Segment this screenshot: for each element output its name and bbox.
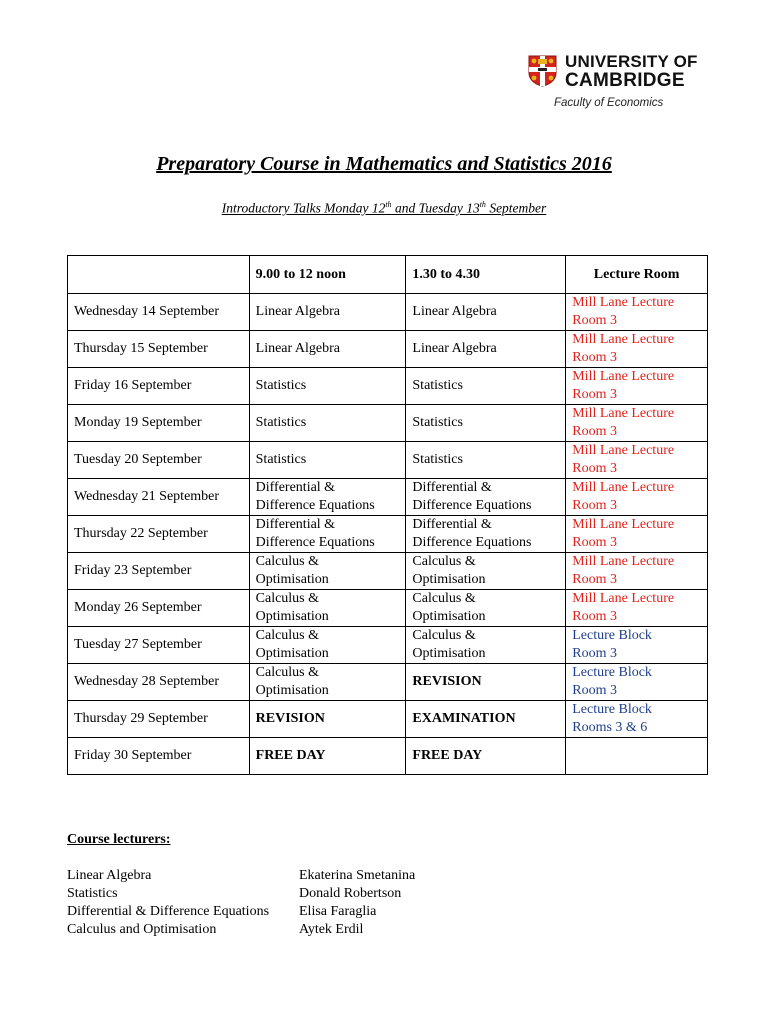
day-cell: Friday 23 September	[68, 553, 250, 590]
table-row	[68, 294, 708, 331]
morning-session-cell: Statistics	[249, 442, 406, 479]
room-line: Rooms 3 & 6	[572, 720, 648, 735]
morning-session-cell: Linear Algebra	[249, 331, 406, 368]
room-line: Lecture Block	[572, 628, 652, 643]
university-name-line2: CAMBRIDGE	[565, 70, 685, 91]
afternoon-session-cell: Statistics	[406, 405, 566, 442]
room-line: Lecture Block	[572, 665, 652, 680]
session-line: Optimisation	[412, 646, 486, 661]
table-row	[68, 701, 708, 738]
session-line: Calculus &	[412, 554, 476, 569]
lecturer-row	[67, 867, 415, 885]
morning-session-cell: Linear Algebra	[249, 294, 406, 331]
schedule-table	[67, 255, 708, 775]
session-line: Differential &	[412, 480, 492, 495]
day-cell: Monday 19 September	[68, 405, 250, 442]
page-subtitle	[0, 200, 768, 217]
subtitle-part2: and Tuesday 13	[391, 200, 480, 216]
lecturer-course: Calculus and Optimisation	[67, 922, 217, 937]
day-cell: Wednesday 21 September	[68, 479, 250, 516]
session-line: Difference Equations	[255, 535, 375, 550]
university-name-line1: UNIVERSITY OF	[565, 52, 698, 71]
session-line: Difference Equations	[412, 498, 532, 513]
table-header-row	[68, 256, 708, 294]
faculty-name: Faculty of Economics	[554, 97, 664, 109]
room-line: Room 3	[572, 461, 617, 476]
table-row	[68, 331, 708, 368]
morning-session-cell	[249, 516, 406, 553]
table-row	[68, 368, 708, 405]
lecture-room-cell	[566, 664, 708, 701]
subtitle-part3: September	[485, 200, 547, 216]
lecturer-name: Aytek Erdil	[299, 922, 364, 937]
room-line: Mill Lane Lecture	[572, 295, 675, 310]
session-line: Calculus &	[255, 591, 320, 606]
session-line: Calculus &	[255, 665, 320, 680]
room-line: Lecture Block	[572, 702, 652, 717]
university-crest-icon	[528, 55, 557, 87]
lecturers-heading: Course lecturers:	[67, 832, 171, 847]
room-line: Mill Lane Lecture	[572, 554, 675, 569]
room-line: Room 3	[572, 572, 617, 587]
lecturer-course: Linear Algebra	[67, 868, 152, 883]
room-line: Mill Lane Lecture	[572, 332, 675, 347]
lecturer-name: Ekaterina Smetanina	[299, 868, 416, 883]
afternoon-session-cell	[406, 479, 566, 516]
header-day	[68, 256, 250, 294]
table-row	[68, 553, 708, 590]
afternoon-session-cell	[406, 627, 566, 664]
table-row	[68, 664, 708, 701]
lecture-room-cell	[566, 442, 708, 479]
afternoon-session-cell: Linear Algebra	[406, 331, 566, 368]
subtitle-part1: Introductory Talks Monday 12	[221, 200, 386, 216]
day-cell: Wednesday 28 September	[68, 664, 250, 701]
table-row	[68, 590, 708, 627]
morning-session-cell: REVISION	[249, 701, 406, 738]
session-line: Optimisation	[255, 572, 329, 587]
lecturer-course: Statistics	[67, 886, 118, 901]
subtitle-sup1: th	[385, 200, 392, 209]
morning-session-cell: FREE DAY	[249, 738, 406, 775]
day-cell: Friday 16 September	[68, 368, 250, 405]
day-cell: Thursday 29 September	[68, 701, 250, 738]
day-cell: Thursday 15 September	[68, 331, 250, 368]
room-line: Mill Lane Lecture	[572, 406, 675, 421]
lecturer-name: Donald Robertson	[299, 886, 402, 901]
lecture-room-cell	[566, 701, 708, 738]
lecture-room-cell	[566, 627, 708, 664]
table-row	[68, 627, 708, 664]
room-line: Mill Lane Lecture	[572, 443, 675, 458]
afternoon-session-cell	[406, 516, 566, 553]
morning-session-cell	[249, 627, 406, 664]
session-line: Optimisation	[412, 572, 486, 587]
room-line: Room 3	[572, 313, 617, 328]
day-cell: Monday 26 September	[68, 590, 250, 627]
room-line: Room 3	[572, 498, 617, 513]
session-line: Calculus &	[412, 591, 476, 606]
room-line: Room 3	[572, 535, 617, 550]
day-cell: Thursday 22 September	[68, 516, 250, 553]
room-line: Mill Lane Lecture	[572, 480, 675, 495]
lecturer-row	[67, 903, 415, 921]
morning-session-cell	[249, 553, 406, 590]
table-row	[68, 479, 708, 516]
table-row	[68, 405, 708, 442]
lecture-room-cell	[566, 294, 708, 331]
page-title: Preparatory Course in Mathematics and Statistics 2016	[156, 153, 612, 175]
table-row	[68, 442, 708, 479]
university-header	[528, 52, 728, 112]
room-line: Mill Lane Lecture	[572, 369, 675, 384]
lecture-room-cell	[566, 479, 708, 516]
session-line: Calculus &	[255, 628, 320, 643]
session-line: Calculus &	[412, 628, 476, 643]
day-cell: Tuesday 20 September	[68, 442, 250, 479]
lecturer-row	[67, 921, 415, 939]
day-cell: Wednesday 14 September	[68, 294, 250, 331]
session-line: Optimisation	[255, 609, 329, 624]
session-line: Difference Equations	[412, 535, 532, 550]
lecturers-list	[67, 867, 415, 939]
lecture-room-cell	[566, 553, 708, 590]
afternoon-session-cell: Linear Algebra	[406, 294, 566, 331]
subtitle-sup2: th	[479, 200, 486, 209]
session-line: Difference Equations	[255, 498, 375, 513]
morning-session-cell	[249, 479, 406, 516]
session-line: Optimisation	[255, 646, 329, 661]
day-cell: Friday 30 September	[68, 738, 250, 775]
university-name	[565, 52, 698, 90]
header-morning: 9.00 to 12 noon	[249, 256, 406, 294]
afternoon-session-cell: Statistics	[406, 442, 566, 479]
lecture-room-cell	[566, 738, 708, 775]
afternoon-session-cell	[406, 590, 566, 627]
session-line: Optimisation	[255, 683, 329, 698]
room-line: Room 3	[572, 387, 617, 402]
lecturer-course: Differential & Difference Equations	[67, 904, 270, 919]
room-line: Mill Lane Lecture	[572, 517, 675, 532]
room-line: Room 3	[572, 683, 617, 698]
table-row	[68, 738, 708, 775]
day-cell: Tuesday 27 September	[68, 627, 250, 664]
header-lecture-room: Lecture Room	[566, 256, 708, 294]
afternoon-session-cell: Statistics	[406, 368, 566, 405]
session-line: Differential &	[412, 517, 492, 532]
session-line: Differential &	[255, 517, 336, 532]
lecture-room-cell	[566, 590, 708, 627]
lecturer-row	[67, 885, 415, 903]
lecturer-name: Elisa Faraglia	[299, 904, 377, 919]
room-line: Room 3	[572, 350, 617, 365]
afternoon-session-cell: EXAMINATION	[406, 701, 566, 738]
lecture-room-cell	[566, 368, 708, 405]
morning-session-cell: Statistics	[249, 368, 406, 405]
morning-session-cell	[249, 664, 406, 701]
lecture-room-cell	[566, 405, 708, 442]
session-line: Calculus &	[255, 554, 320, 569]
lecture-room-cell	[566, 516, 708, 553]
afternoon-session-cell: FREE DAY	[406, 738, 566, 775]
lecture-room-cell	[566, 331, 708, 368]
room-line: Room 3	[572, 646, 617, 661]
room-line: Room 3	[572, 609, 617, 624]
afternoon-session-cell: REVISION	[406, 664, 566, 701]
session-line: Optimisation	[412, 609, 486, 624]
room-line: Room 3	[572, 424, 617, 439]
morning-session-cell	[249, 590, 406, 627]
session-line: Differential &	[255, 480, 336, 495]
afternoon-session-cell	[406, 553, 566, 590]
morning-session-cell: Statistics	[249, 405, 406, 442]
room-line: Mill Lane Lecture	[572, 591, 675, 606]
schedule-rows	[68, 294, 708, 775]
table-row	[68, 516, 708, 553]
header-afternoon: 1.30 to 4.30	[406, 256, 566, 294]
